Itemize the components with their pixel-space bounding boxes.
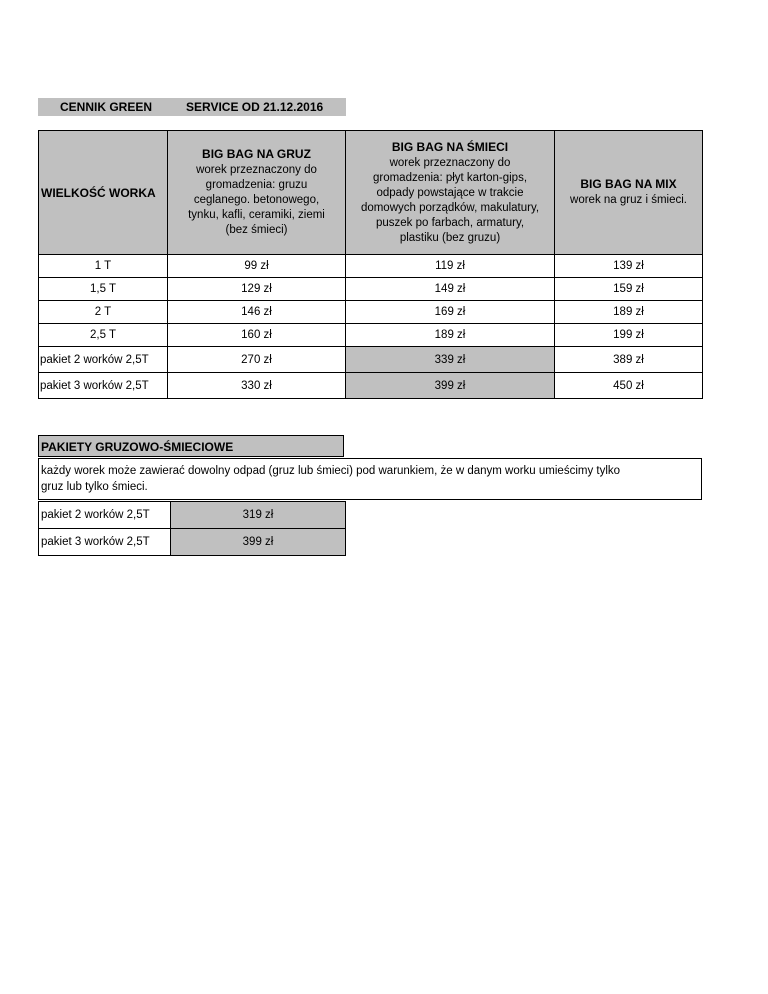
price-table-header [39,131,703,255]
table-row [39,529,346,556]
gruz-price-cell: 99 zł [168,255,346,278]
smieci-price-cell: 169 zł [346,301,555,324]
package-name-cell: pakiet 2 worków 2,5T [39,502,171,529]
packages-note [38,458,702,500]
gruz-price-cell: 146 zł [168,301,346,324]
title-left: CENNIK GREEN [60,100,153,114]
mix-price-cell: 189 zł [555,301,703,324]
mix-title: BIG BAG NA MIX [580,177,677,191]
table-row [39,502,346,529]
packages-note-line: gruz lub tylko śmieci. [41,481,148,493]
gruz-column-header [168,131,346,255]
smieci-desc-line: puszek po farbach, armatury, [375,216,525,229]
size-cell: 1 T [39,255,168,278]
smieci-desc-line: gromadzenia: płyt karton-gips, [372,171,528,184]
gruz-price-cell: 129 zł [168,278,346,301]
size-cell: pakiet 2 worków 2,5T [39,347,168,373]
smieci-desc-line: worek przeznaczony do [389,156,511,169]
smieci-desc-line: odpady powstające w trakcie [376,186,524,199]
gruz-price-cell: 270 zł [168,347,346,373]
mix-price-cell: 159 zł [555,278,703,301]
price-list-title-bar [38,98,346,116]
mix-column-header [555,131,703,255]
gruz-desc-line: worek przeznaczony do [196,164,317,176]
packages-note-line: każdy worek może zawierać dowolny odpad (gruz lub śmieci) pod warunkiem, że w danym worku umieścimy tylko [41,465,621,477]
table-row [39,373,703,399]
gruz-price-cell: 330 zł [168,373,346,399]
gruz-desc-line: gromadzenia: gruzu [205,179,308,191]
smieci-desc-line: domowych porządków, makulatury, [360,201,540,214]
size-cell: 1,5 T [39,278,168,301]
smieci-price-cell: 119 zł [346,255,555,278]
packages-title: PAKIETY GRUZOWO-ŚMIECIOWE [38,435,344,457]
smieci-column-header [346,131,555,255]
title-right: SERVICE OD 21.12.2016 [186,100,324,114]
smieci-title: BIG BAG NA ŚMIECI [391,139,509,154]
gruz-desc-line: tynku, kafli, ceramiki, ziemi [188,209,325,221]
gruz-desc-line: (bez śmieci) [225,224,288,236]
size-cell: 2 T [39,301,168,324]
gruz-desc-line: ceglanego. betonowego, [193,194,320,206]
table-row [39,255,703,278]
mix-price-cell: 199 zł [555,324,703,347]
table-row [39,347,703,373]
smieci-price-cell: 149 zł [346,278,555,301]
price-table [38,130,703,399]
size-cell: pakiet 3 worków 2,5T [39,373,168,399]
smieci-price-cell: 189 zł [346,324,555,347]
table-row [39,278,703,301]
smieci-price-cell: 339 zł [346,347,555,373]
package-price-cell: 319 zł [171,502,346,529]
mix-price-cell: 139 zł [555,255,703,278]
mix-desc-line: worek na gruz i śmieci. [570,194,687,206]
package-name-cell: pakiet 3 worków 2,5T [39,529,171,556]
size-column-header: WIELKOŚĆ WORKA [39,131,168,255]
mix-price-cell: 389 zł [555,347,703,373]
size-cell: 2,5 T [39,324,168,347]
table-row [39,301,703,324]
mix-price-cell: 450 zł [555,373,703,399]
smieci-desc-line: plastiku (bez gruzu) [399,231,501,244]
gruz-price-cell: 160 zł [168,324,346,347]
gruz-title: BIG BAG NA GRUZ [202,147,311,161]
packages-table [38,501,346,556]
table-row [39,324,703,347]
smieci-price-cell: 399 zł [346,373,555,399]
package-price-cell: 399 zł [171,529,346,556]
